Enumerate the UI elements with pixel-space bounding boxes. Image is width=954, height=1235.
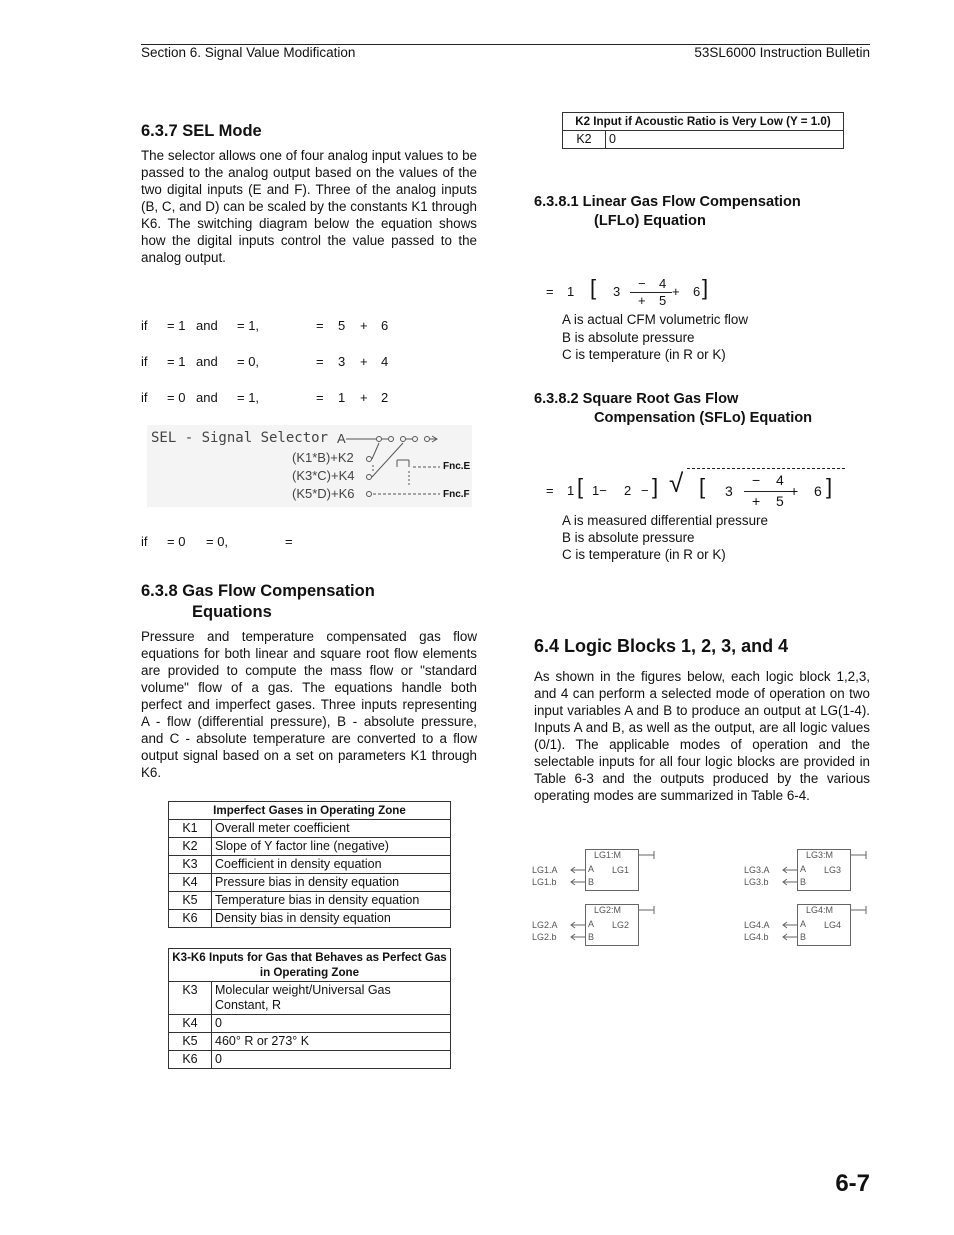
sel-eq-line: if = 1 and = 0, = 3 + 4 xyxy=(141,354,389,369)
table-header: K3-K6 Inputs for Gas that Behaves as Perfect Gas in Operating Zone xyxy=(169,949,451,982)
lflo-title: 6.3.8.1 Linear Gas Flow Compensation xyxy=(534,194,801,210)
sel-eq-line: if = 1 and = 1, = 5 + 6 xyxy=(141,318,389,333)
sel-switch-diagram xyxy=(147,425,472,507)
perfect-gas-table xyxy=(168,948,451,1069)
diagram-row-c: (K3*C)+K4 xyxy=(292,468,355,483)
diagram-row-d: (K5*D)+K6 xyxy=(292,486,355,501)
diagram-row-b: (K1*B)+K2 xyxy=(292,450,354,465)
logic-body: As shown in the figures below, each logic block 1,2,3, and 4 can perform a selected mode of operation on two input variables A and B to produce an output at LG(1-4). Inputs A and B, as well as the output, are all logic values (0/1). The applicable modes of operation and the selectable inputs for all four logic blocks are provided in Table 6-3 and the outputs produced by the various operating modes are summarized in Table 6-4. xyxy=(534,669,870,803)
sflo-note: C is temperature (in R or K) xyxy=(562,547,726,562)
sqrt-icon: √ xyxy=(669,468,684,498)
lflo-note: C is temperature (in R or K) xyxy=(562,347,726,362)
sel-eq-last: if = 0 = 0, = xyxy=(141,534,293,549)
sflo-equation: = 1 [ 1− 2 − ] √ [ 3 − 4 + 5 + 6 ] xyxy=(534,462,854,512)
lflo-note: A is actual CFM volumetric flow xyxy=(562,312,749,327)
logic-block-4: LG4:M A B LG4 LG4.A LG4.b xyxy=(742,900,872,950)
sflo-title: 6.3.8.2 Square Root Gas Flow xyxy=(534,391,739,407)
table-row: K4 Pressure bias in density equation xyxy=(169,874,451,892)
table-row: K4 0 xyxy=(169,1015,451,1033)
logic-wiring xyxy=(742,900,872,950)
fraction-bar xyxy=(744,491,792,492)
logic-wiring xyxy=(742,845,872,895)
table-header: K2 Input if Acoustic Ratio is Very Low (Y = 1.0) xyxy=(563,113,844,131)
sflo-title-2: Compensation (SFLo) Equation xyxy=(594,410,813,426)
sel-eq-line: if = 0 and = 1, = 1 + 2 xyxy=(141,390,389,405)
logic-wiring xyxy=(530,845,660,895)
table-row: K6 Density bias in density equation xyxy=(169,910,451,928)
table-header: Imperfect Gases in Operating Zone xyxy=(169,802,451,820)
imperfect-gases-table xyxy=(168,801,451,928)
k2-acoustic-table xyxy=(562,112,844,149)
logic-block-1: LG1:M A B LG1 LG1.A LG1.b xyxy=(530,845,660,895)
logic-title: 6.4 Logic Blocks 1, 2, 3, and 4 xyxy=(534,636,789,656)
lflo-note: B is absolute pressure xyxy=(562,330,695,345)
logic-block-2: LG2:M A B LG2 LG2.A LG2.b xyxy=(530,900,660,950)
diagram-title: SEL - Signal Selector xyxy=(151,430,329,446)
table-row: K1 Overall meter coefficient xyxy=(169,820,451,838)
header-bulletin: 53SL6000 Instruction Bulletin xyxy=(694,45,870,60)
gas-flow-title: 6.3.8 Gas Flow Compensation xyxy=(141,582,375,600)
header-section: Section 6. Signal Value Modification xyxy=(141,45,356,60)
sel-mode-body: The selector allows one of four analog input values to be passed to the analog output based on the values of the two digital inputs (E and F). Three of the analog inputs (B, C, and D) can be scaled by the constants K1 through K6. The switching diagram below the equation shows how the digital inputs control the value passed to the analog output. xyxy=(141,148,477,265)
table-row: K5 460° R or 273° K xyxy=(169,1033,451,1051)
sflo-note: B is absolute pressure xyxy=(562,530,695,545)
gas-flow-title-2: Equations xyxy=(192,603,272,621)
lflo-equation: = 1 [ 3 − 4 + 5 + 6 ] xyxy=(546,275,709,308)
fnc-f-label: Fnc.F xyxy=(443,489,470,500)
diagram-row-a: A xyxy=(337,431,346,446)
logic-block-3: LG3:M A B LG3 LG3.A LG3.b xyxy=(742,845,872,895)
lflo-title-2: (LFLo) Equation xyxy=(594,213,706,229)
page-number: 6-7 xyxy=(835,1170,870,1197)
table-row: K3 Molecular weight/Universal Gas Constant, R xyxy=(169,982,451,1015)
table-row: K5 Temperature bias in density equation xyxy=(169,892,451,910)
fnc-e-label: Fnc.E xyxy=(443,461,471,472)
sel-mode-title: 6.3.7 SEL Mode xyxy=(141,122,262,140)
table-row: K3 Coefficient in density equation xyxy=(169,856,451,874)
table-row: K2 0 xyxy=(563,131,844,149)
gas-flow-body: Pressure and temperature compensated gas flow equations for both linear and square root flow elements are provided to compute the mass flow or "standard volume" flow of a gas. The equations handle both perfect and imperfect gases. Three inputs representing A - flow (differential pressure), B - absolute pressure, and C - absolute temperature are converted to a flow output signal based on a set on parameters K1 through K6. xyxy=(141,629,477,780)
logic-wiring xyxy=(530,900,660,950)
table-row: K2 Slope of Y factor line (negative) xyxy=(169,838,451,856)
table-row: K6 0 xyxy=(169,1051,451,1069)
radical-bar xyxy=(687,468,845,469)
sflo-note: A is measured differential pressure xyxy=(562,513,768,528)
